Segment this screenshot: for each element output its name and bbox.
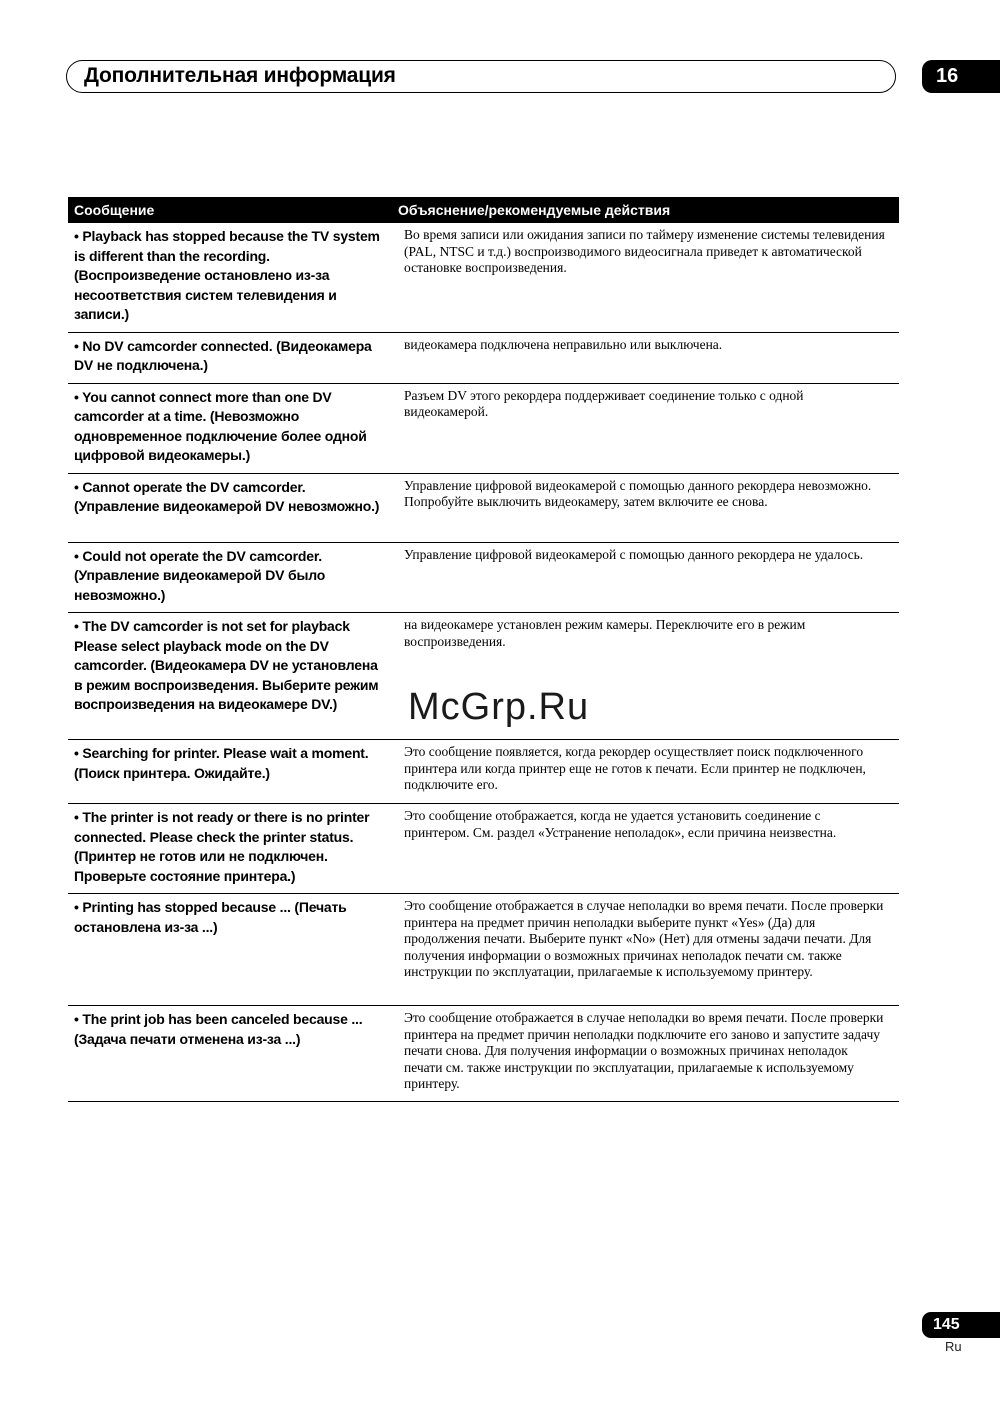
message-cell: • You cannot connect more than one DV camcorder at a time. (Невозможно одновременное подключение более одной цифровой видеокамеры.) — [68, 383, 386, 473]
explanation-cell: Управление цифровой видеокамерой с помощью данного рекордера не удалось. — [386, 542, 899, 613]
table-row — [68, 332, 899, 383]
column-header-message: Сообщение — [68, 197, 386, 223]
message-cell: • Printing has stopped because ... (Печать остановлена из-за ...) — [68, 894, 386, 1006]
table-row — [68, 804, 899, 894]
explanation-cell: видеокамера подключена неправильно или выключена. — [386, 332, 899, 383]
messages-table — [68, 197, 899, 1102]
message-cell: • Cannot operate the DV camcorder. (Управление видеокамерой DV невозможно.) — [68, 473, 386, 542]
message-cell: • The printer is not ready or there is no printer connected. Please check the printer status. (Принтер не готов или не подключен. Проверьте состояние принтера.) — [68, 804, 386, 894]
table-row — [68, 1006, 899, 1102]
explanation-cell: Это сообщение отображается в случае неполадки во время печати. После проверки принтера на предмет причин неполадки подключите его заново и запустите задачу печати снова. Для получения информации о возможных причинах неполадок печати см. также инструкции по эксплуатации, прилагаемые к используемому принтеру. — [386, 1006, 899, 1102]
table-header-row — [68, 197, 899, 223]
explanation-cell: Это сообщение отображается в случае неполадки во время печати. После проверки принтера на предмет причин неполадки выберите пункт «Yes» (Да) для продолжения печати. Выберите пункт «No» (Нет) для отмены задачи печати. Для получения информации о возможных причинах неполадок печати см. также инструкции по эксплуатации, прилагаемые к используемому принтеру. — [386, 894, 899, 1006]
table-row — [68, 740, 899, 804]
explanation-cell: Это сообщение появляется, когда рекордер осуществляет поиск подключенного принтера или когда принтер еще не готов к печати. Если принтер не подключен, подключите его. — [386, 740, 899, 804]
page-number: 145 — [922, 1312, 1000, 1338]
explanation-cell: Разъем DV этого рекордера поддерживает соединение только с одной видеокамерой. — [386, 383, 899, 473]
page-language-label: Ru — [945, 1339, 962, 1354]
table-row — [68, 383, 899, 473]
message-cell: • The print job has been canceled because ... (Задача печати отменена из-за ...) — [68, 1006, 386, 1102]
table-row — [68, 542, 899, 613]
message-cell: • The DV camcorder is not set for playback Please select playback mode on the DV camcorder. (Видеокамера DV не установлена в режим воспроизведения. Выберите режим воспроизведения на видеокамере DV.) — [68, 613, 386, 740]
page-title: Дополнительная информация — [84, 64, 396, 87]
explanation-cell: Во время записи или ожидания записи по таймеру изменение системы телевидения (PAL, NTSC и т.д.) воспроизводимого видеосигнала приведет к автоматической остановке воспроизведения. — [386, 223, 899, 332]
column-header-explanation: Объяснение/рекомендуемые действия — [386, 197, 899, 223]
message-cell: • Playback has stopped because the TV system is different than the recording. (Воспроизведение остановлено из-за несоответствия систем телевидения и записи.) — [68, 223, 386, 332]
explanation-cell: Управление цифровой видеокамерой с помощью данного рекордера невозможно. Попробуйте выключить видеокамеру, затем включите ее снова. — [386, 473, 899, 542]
message-cell: • Searching for printer. Please wait a moment. (Поиск принтера. Ожидайте.) — [68, 740, 386, 804]
explanation-cell: Это сообщение отображается, когда не удается установить соединение с принтером. См. раздел «Устранение неполадок», если причина неизвестна. — [386, 804, 899, 894]
table-row — [68, 223, 899, 332]
table-row — [68, 473, 899, 542]
message-cell: • No DV camcorder connected. (Видеокамера DV не подключена.) — [68, 332, 386, 383]
explanation-cell: на видеокамере установлен режим камеры. Переключите его в режим воспроизведения. — [386, 613, 899, 740]
message-cell: • Could not operate the DV camcorder. (Управление видеокамерой DV было невозможно.) — [68, 542, 386, 613]
chapter-number-tab: 16 — [922, 60, 1000, 93]
table-row — [68, 894, 899, 1006]
watermark: McGrp.Ru — [408, 686, 590, 728]
